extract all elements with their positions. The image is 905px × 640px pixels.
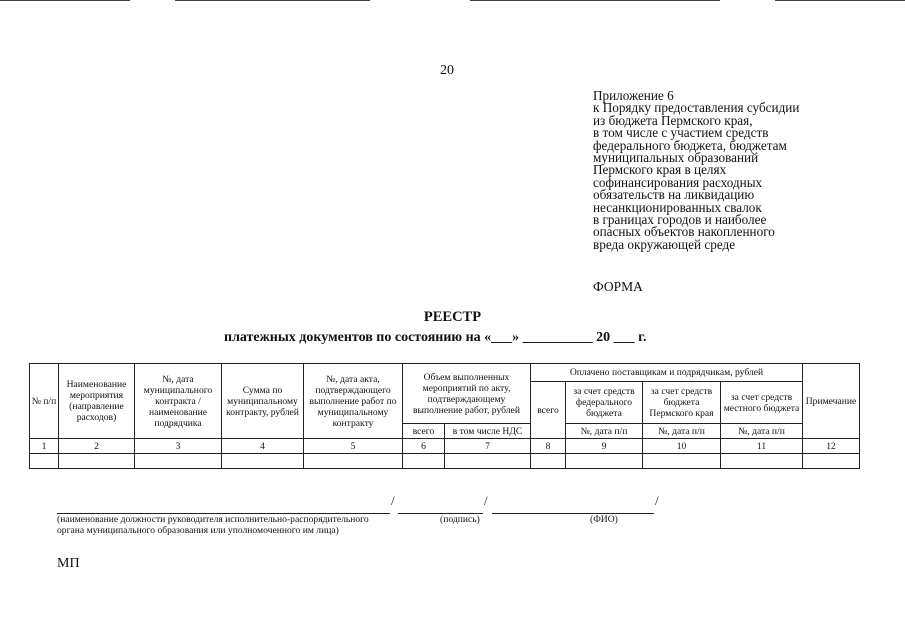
column-number: 7	[445, 439, 531, 454]
table-cell	[445, 454, 531, 469]
appendix-line: федерального бюджета, бюджетам	[593, 137, 787, 153]
column-number: 11	[721, 439, 803, 454]
top-edge-line	[0, 0, 130, 1]
form-label: ФОРМА	[593, 279, 643, 294]
column-number: 5	[304, 439, 403, 454]
column-number: 10	[643, 439, 721, 454]
table-cell	[721, 454, 803, 469]
position-signature-line	[57, 499, 390, 514]
appendix-block	[593, 90, 799, 251]
header-doc-federal: №, дата п/п	[566, 424, 643, 439]
column-number: 9	[566, 439, 643, 454]
column-number: 8	[531, 439, 566, 454]
signature-slash: /	[484, 493, 488, 508]
header-paid: Оплачено поставщикам и подрядчикам, рублей	[531, 364, 803, 382]
header-paid-federal: за счет средств федерального бюджета	[566, 382, 643, 424]
header-volume: Объем выполненных мероприятий по акту, подтверждающему выполнение работ, рублей	[403, 364, 531, 424]
name-signature-line	[492, 499, 654, 514]
header-num: № п/п	[30, 364, 59, 439]
header-act: №, дата акта, подтверждающего выполнение работ по муниципальному контракту	[304, 364, 403, 439]
appendix-line: софинансирования расходных	[593, 174, 763, 190]
appendix-line: из бюджета Пермского края,	[593, 112, 753, 128]
table-cell	[135, 454, 222, 469]
header-volume-total: всего	[403, 424, 445, 439]
header-name: Наименование мероприятия (направление расходов)	[59, 364, 135, 439]
appendix-line: в том числе с участием средств	[593, 125, 769, 141]
registry-table	[29, 363, 860, 469]
header-sum: Сумма по муниципальному контракту, рублей	[222, 364, 304, 439]
table-cell	[803, 454, 860, 469]
position-caption: (наименование должности руководителя исполнительно-распорядительного	[57, 514, 369, 525]
table-cell	[30, 454, 59, 469]
header-paid-local: за счет средств местного бюджета	[721, 382, 803, 424]
column-number-row	[30, 439, 860, 454]
header-paid-regional: за счет средств бюджета Пермского края	[643, 382, 721, 424]
appendix-line: несанкционированных свалок	[593, 199, 762, 215]
column-number: 2	[59, 439, 135, 454]
table-cell	[59, 454, 135, 469]
header-note: Примечание	[803, 364, 860, 439]
table-cell	[222, 454, 304, 469]
page-number: 20	[440, 63, 454, 78]
name-caption: (ФИО)	[590, 514, 618, 525]
stamp-label: МП	[57, 556, 80, 571]
empty-table-row	[30, 454, 860, 469]
top-edge-line	[775, 0, 905, 1]
header-paid-total: всего	[531, 382, 566, 439]
position-caption-line-2: органа муниципального образования или уполномоченного им лица)	[57, 525, 339, 536]
appendix-line: Пермского края в целях	[593, 162, 727, 178]
table-cell	[643, 454, 721, 469]
signature-slash: /	[655, 493, 659, 508]
column-number: 1	[30, 439, 59, 454]
table-cell	[403, 454, 445, 469]
header-volume-vat: в том числе НДС	[445, 424, 531, 439]
sign-caption: (подпись)	[440, 514, 480, 525]
appendix-line: Приложение 6	[593, 88, 674, 103]
appendix-line: опасных объектов накопленного	[593, 224, 775, 240]
document-subtitle: платежных документов по состоянию на «___» __________ 20 ___ г.	[224, 330, 647, 345]
column-number: 3	[135, 439, 222, 454]
header-doc-local: №, дата п/п	[721, 424, 803, 439]
sign-signature-line	[398, 499, 483, 514]
appendix-line: вреда окружающей среде	[593, 236, 736, 252]
document-title: РЕЕСТР	[423, 309, 482, 325]
header-contract: №, дата муниципального контракта / наименование подрядчика	[135, 364, 222, 439]
top-edge-line	[470, 0, 720, 1]
table-cell	[566, 454, 643, 469]
appendix-line: обязательств на ликвидацию	[593, 187, 755, 203]
signature-slash: /	[391, 493, 395, 508]
column-number: 12	[803, 439, 860, 454]
column-number: 4	[222, 439, 304, 454]
table-cell	[531, 454, 566, 469]
top-edge-line	[175, 0, 370, 1]
appendix-line: муниципальных образований	[593, 150, 759, 166]
table-cell	[304, 454, 403, 469]
appendix-line: к Порядку предоставления субсидии	[593, 100, 800, 116]
header-doc-regional: №, дата п/п	[643, 424, 721, 439]
column-number: 6	[403, 439, 445, 454]
appendix-line: в границах городов и наиболее	[593, 212, 767, 228]
